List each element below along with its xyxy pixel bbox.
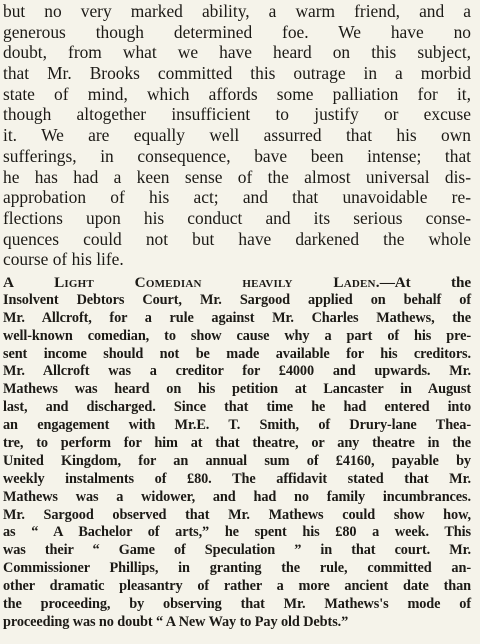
text-line: was their “ Game of Speculation ” in that court. Mr.: [3, 542, 471, 559]
text-line: that Mr. Brooks committed this outrage in a morbid: [3, 63, 471, 84]
text-line: Mathews was a widower, and had no family incumbrances.: [3, 488, 471, 505]
text-line: Commissioner Phillips, in granting the rule, committed an-: [3, 560, 471, 577]
text-line: he has had a keen sense of the almost universal dis-: [3, 166, 471, 187]
text-line: doubt, from what we have heard on this subject,: [3, 42, 471, 63]
text-line: Mr. Allcroft, for a rule against Mr. Charles Mathews, the: [3, 309, 471, 326]
text-line: quences could not but have darkened the whole: [3, 228, 471, 249]
text-line: though altogether insufficient to justify or excuse: [3, 104, 471, 125]
text-line: sufferings, in consequence, bave been intense; that: [3, 145, 471, 166]
text-line: United Kingdom, for an annual sum of £4160, payable by: [3, 452, 471, 469]
text-line: but no very marked ability, a warm friend, and a: [3, 1, 471, 21]
text-line: the proceeding, by observing that Mr. Mathews's mode of: [3, 595, 471, 612]
text-line: Mr. Sargood observed that Mr. Mathews could show how,: [3, 506, 471, 523]
text-line: state of mind, which affords some palliation for it,: [3, 83, 471, 104]
text-line: flections upon his conduct and its serious conse-: [3, 207, 471, 228]
text-line: approbation of his act; and that unavoidable re-: [3, 187, 471, 208]
text-line: Mathews was heard on his petition at Lancaster in August: [3, 381, 471, 398]
text-line: course of his life.: [3, 249, 124, 270]
text-line: last, and discharged. Since that time he had entered into: [3, 399, 471, 416]
text-line: it. We are equally well assurred that his own: [3, 125, 471, 146]
text-line: an engagement with Mr.E. T. Smith, of Drury-lane Thea-: [3, 417, 471, 434]
text-line: as “ A Bachelor of arts,” he spent his £80 a week. This: [3, 524, 471, 541]
news-item-first-line: [3, 274, 471, 292]
news-item-heading: A Light Comedian heavily Laden.: [3, 273, 380, 291]
text-line: Insolvent Debtors Court, Mr. Sargood applied on behalf of: [3, 291, 471, 308]
text-line: other dramatic pleasantry of rather a more ancient date than: [3, 578, 471, 595]
text-line: tre, to perform for him at that theatre, or any theatre in the: [3, 434, 471, 451]
article-fragment-paragraph: [3, 0, 471, 270]
text-line: sent income should not be made available for his creditors.: [3, 345, 471, 362]
text-line: generous though determined foe. We have no: [3, 21, 471, 42]
text-line: well-known comedian, to show cause why a part of his pre-: [3, 327, 471, 344]
text-line: proceeding was no doubt “ A New Way to Pay old Debts.”: [3, 613, 349, 630]
text-line: Mr. Allcroft was a creditor for £4000 and upwards. Mr.: [3, 363, 471, 380]
text-line: weekly instalments of £80. The affidavit stated that Mr.: [3, 470, 471, 487]
news-item-paragraph: [3, 274, 471, 632]
text-line: —At the: [379, 273, 471, 291]
